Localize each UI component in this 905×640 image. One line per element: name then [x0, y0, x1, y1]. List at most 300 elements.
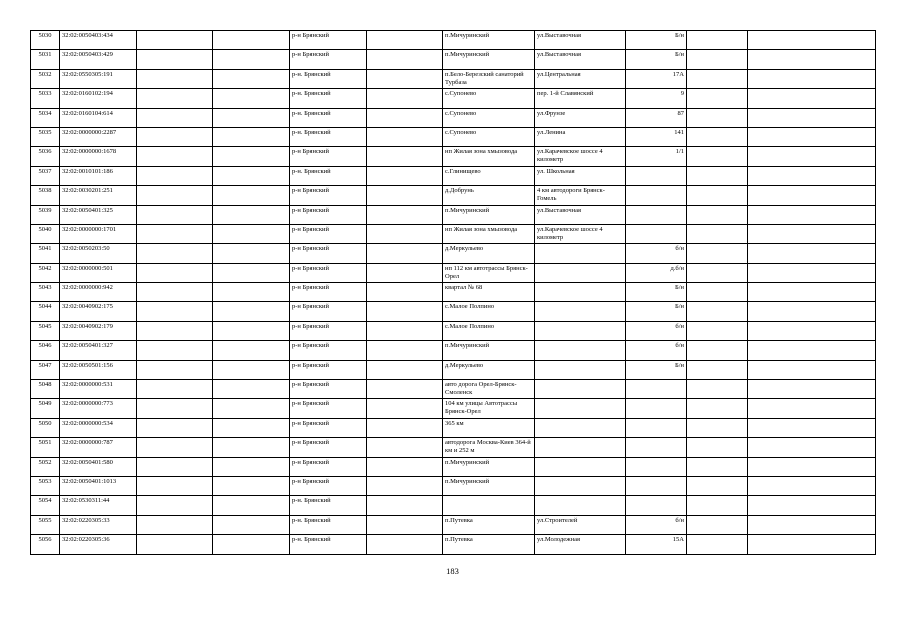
- cell-cell-empty-5: [748, 186, 876, 205]
- cell-cell-empty-1: [137, 50, 213, 69]
- cell-house-number: [626, 438, 687, 457]
- cell-house-number: Б/н: [626, 50, 687, 69]
- cell-district: р-н. Брянский: [290, 89, 367, 108]
- cell-cell-empty-2: [213, 360, 290, 379]
- cell-house-number: 17А: [626, 69, 687, 88]
- cell-district: р-н Брянский: [290, 380, 367, 399]
- cell-locality: д.Добрунь: [443, 186, 535, 205]
- cell-cell-empty-3: [367, 515, 443, 534]
- cell-cell-empty-4: [687, 224, 748, 243]
- cell-cadastral-number: 32:02:0000000:1678: [60, 147, 137, 166]
- cell-cell-empty-1: [137, 31, 213, 50]
- cell-locality: п.Мичуринский: [443, 457, 535, 476]
- cell-locality: квартал № 68: [443, 283, 535, 302]
- cell-cell-empty-5: [748, 147, 876, 166]
- cell-row-number: 5043: [31, 283, 60, 302]
- cell-locality: автодорога Москва-Киев 364-й км и 252 м: [443, 438, 535, 457]
- cell-district: р-н Брянский: [290, 457, 367, 476]
- cell-row-number: 5047: [31, 360, 60, 379]
- cell-cell-empty-5: [748, 127, 876, 146]
- cell-street: ул.Выставочная: [535, 205, 626, 224]
- table-row: [31, 476, 876, 495]
- cell-street: ул.Выставочная: [535, 31, 626, 50]
- cell-locality: с.Малое Полпино: [443, 302, 535, 321]
- cell-cell-empty-1: [137, 186, 213, 205]
- cell-cell-empty-4: [687, 69, 748, 88]
- cell-district: р-н Брянский: [290, 263, 367, 282]
- cell-district: р-н Брянский: [290, 418, 367, 437]
- cell-district: р-н Брянский: [290, 147, 367, 166]
- cell-row-number: 5055: [31, 515, 60, 534]
- cell-cell-empty-2: [213, 321, 290, 340]
- cell-street: ул.Строителей: [535, 515, 626, 534]
- cell-row-number: 5039: [31, 205, 60, 224]
- cell-cell-empty-3: [367, 186, 443, 205]
- cell-row-number: 5030: [31, 31, 60, 50]
- cell-cell-empty-2: [213, 399, 290, 418]
- table-row: [31, 438, 876, 457]
- cell-house-number: 141: [626, 127, 687, 146]
- cell-locality: с.Малое Полпино: [443, 321, 535, 340]
- cell-locality: с.Глинищево: [443, 166, 535, 185]
- cell-street: [535, 263, 626, 282]
- cell-cell-empty-1: [137, 69, 213, 88]
- cell-locality: 365 км: [443, 418, 535, 437]
- cell-cell-empty-3: [367, 69, 443, 88]
- cell-cell-empty-2: [213, 263, 290, 282]
- cell-cell-empty-5: [748, 360, 876, 379]
- cell-locality: 104 км улицы Автотрассы Брянск-Орел: [443, 399, 535, 418]
- cell-locality: п.Мичуринский: [443, 205, 535, 224]
- cell-cell-empty-5: [748, 457, 876, 476]
- table-row: [31, 515, 876, 534]
- cell-cell-empty-3: [367, 302, 443, 321]
- cell-cell-empty-2: [213, 535, 290, 554]
- table-row: [31, 244, 876, 263]
- cell-cell-empty-5: [748, 380, 876, 399]
- cell-locality: д.Меркульево: [443, 360, 535, 379]
- cell-cell-empty-5: [748, 50, 876, 69]
- cell-cadastral-number: 32:02:0050401:1013: [60, 476, 137, 495]
- cell-cell-empty-1: [137, 89, 213, 108]
- cell-cell-empty-4: [687, 476, 748, 495]
- cell-cell-empty-3: [367, 283, 443, 302]
- cell-cadastral-number: 32:02:0530311:44: [60, 496, 137, 515]
- cell-cell-empty-2: [213, 205, 290, 224]
- cell-cell-empty-2: [213, 476, 290, 495]
- cell-locality: с.Супонево: [443, 108, 535, 127]
- cell-cadastral-number: 32:02:0220305:33: [60, 515, 137, 534]
- cell-cadastral-number: 32:02:0010101:186: [60, 166, 137, 185]
- cell-cell-empty-1: [137, 108, 213, 127]
- cell-cell-empty-3: [367, 205, 443, 224]
- cell-cell-empty-2: [213, 244, 290, 263]
- cell-cell-empty-5: [748, 205, 876, 224]
- cell-cell-empty-3: [367, 244, 443, 263]
- cell-cell-empty-1: [137, 147, 213, 166]
- cell-cell-empty-4: [687, 186, 748, 205]
- cell-district: р-н Брянский: [290, 244, 367, 263]
- cell-district: р-н Брянский: [290, 360, 367, 379]
- cell-cell-empty-5: [748, 476, 876, 495]
- cell-locality: п.Мичуринский: [443, 50, 535, 69]
- cell-row-number: 5045: [31, 321, 60, 340]
- cell-cell-empty-3: [367, 321, 443, 340]
- cell-row-number: 5041: [31, 244, 60, 263]
- cell-cadastral-number: 32:02:0550305:191: [60, 69, 137, 88]
- cell-cell-empty-1: [137, 399, 213, 418]
- cell-house-number: Б/н: [626, 360, 687, 379]
- cell-locality: авто дорога Орел-Брянск-Смоленск: [443, 380, 535, 399]
- cell-cell-empty-2: [213, 108, 290, 127]
- cell-cell-empty-2: [213, 341, 290, 360]
- table-row: [31, 399, 876, 418]
- cell-locality: с.Супонево: [443, 89, 535, 108]
- cell-cell-empty-5: [748, 418, 876, 437]
- cell-house-number: 1/1: [626, 147, 687, 166]
- cell-cell-empty-3: [367, 127, 443, 146]
- table-row: [31, 31, 876, 50]
- cell-locality: п.Мичуринский: [443, 476, 535, 495]
- cell-district: р-н Брянский: [290, 224, 367, 243]
- cell-cell-empty-1: [137, 496, 213, 515]
- cell-cell-empty-2: [213, 515, 290, 534]
- table-row: [31, 496, 876, 515]
- cell-cell-empty-4: [687, 457, 748, 476]
- table-row: [31, 108, 876, 127]
- cell-cadastral-number: 32:02:0050401:327: [60, 341, 137, 360]
- cell-locality: с.Супонево: [443, 127, 535, 146]
- cell-cell-empty-4: [687, 515, 748, 534]
- cell-street: [535, 438, 626, 457]
- cell-house-number: [626, 457, 687, 476]
- cell-cell-empty-1: [137, 438, 213, 457]
- cell-district: р-н. Брянский: [290, 535, 367, 554]
- cell-district: р-н Брянский: [290, 205, 367, 224]
- cell-cell-empty-5: [748, 166, 876, 185]
- table-row: [31, 89, 876, 108]
- cell-row-number: 5038: [31, 186, 60, 205]
- cell-cell-empty-4: [687, 50, 748, 69]
- cell-row-number: 5042: [31, 263, 60, 282]
- cell-cadastral-number: 32:02:0160102:194: [60, 89, 137, 108]
- cell-cadastral-number: 32:02:0000000:942: [60, 283, 137, 302]
- cell-row-number: 5033: [31, 89, 60, 108]
- cell-house-number: б/н: [626, 244, 687, 263]
- cell-house-number: [626, 205, 687, 224]
- cell-cell-empty-1: [137, 244, 213, 263]
- cell-cell-empty-3: [367, 457, 443, 476]
- table-row: [31, 302, 876, 321]
- table-row: [31, 69, 876, 88]
- cell-cell-empty-5: [748, 31, 876, 50]
- table-row: [31, 224, 876, 243]
- cell-cell-empty-5: [748, 108, 876, 127]
- cell-cadastral-number: 32:02:0050401:325: [60, 205, 137, 224]
- cell-house-number: Б/н: [626, 31, 687, 50]
- cell-street: 4 км автодороги Брянск-Гомель: [535, 186, 626, 205]
- cell-street: [535, 380, 626, 399]
- cell-district: р-н Брянский: [290, 31, 367, 50]
- cell-cell-empty-4: [687, 147, 748, 166]
- cell-row-number: 5054: [31, 496, 60, 515]
- cell-cell-empty-4: [687, 302, 748, 321]
- cell-house-number: Б/н: [626, 302, 687, 321]
- cell-house-number: [626, 418, 687, 437]
- cell-locality: нп 112 км автотрассы Брянск-Орел: [443, 263, 535, 282]
- cell-cell-empty-5: [748, 341, 876, 360]
- cell-row-number: 5056: [31, 535, 60, 554]
- cell-cell-empty-5: [748, 302, 876, 321]
- cell-cell-empty-2: [213, 496, 290, 515]
- cell-district: р-н. Брянский: [290, 166, 367, 185]
- cell-row-number: 5037: [31, 166, 60, 185]
- cell-street: [535, 341, 626, 360]
- cell-street: [535, 244, 626, 263]
- cell-cell-empty-4: [687, 496, 748, 515]
- cell-cell-empty-5: [748, 244, 876, 263]
- cell-row-number: 5035: [31, 127, 60, 146]
- table-row: [31, 341, 876, 360]
- cell-cell-empty-1: [137, 302, 213, 321]
- cell-district: р-н Брянский: [290, 476, 367, 495]
- cell-cell-empty-2: [213, 283, 290, 302]
- cell-house-number: б/н: [626, 321, 687, 340]
- table-row: [31, 263, 876, 282]
- cell-cadastral-number: 32:02:0050501:156: [60, 360, 137, 379]
- cell-locality: п.Путевка: [443, 535, 535, 554]
- cell-street: ул.Карачевское шоссе 4 километр: [535, 147, 626, 166]
- cell-cell-empty-2: [213, 418, 290, 437]
- cell-district: р-н Брянский: [290, 438, 367, 457]
- cell-cell-empty-2: [213, 224, 290, 243]
- table-row: [31, 380, 876, 399]
- cell-street: ул.Карачевское шоссе 4 километр: [535, 224, 626, 243]
- cell-street: [535, 418, 626, 437]
- table-row: [31, 283, 876, 302]
- cell-street: [535, 302, 626, 321]
- page-number: 183: [446, 566, 459, 576]
- cell-house-number: [626, 380, 687, 399]
- cell-district: р-н Брянский: [290, 50, 367, 69]
- cell-house-number: 87: [626, 108, 687, 127]
- cell-cadastral-number: 32:02:0050403:429: [60, 50, 137, 69]
- cell-cell-empty-1: [137, 205, 213, 224]
- cell-cell-empty-1: [137, 263, 213, 282]
- cell-cell-empty-2: [213, 302, 290, 321]
- cell-house-number: [626, 476, 687, 495]
- cell-cell-empty-4: [687, 535, 748, 554]
- cell-cell-empty-4: [687, 341, 748, 360]
- cell-house-number: [626, 224, 687, 243]
- cell-cell-empty-1: [137, 380, 213, 399]
- cell-cell-empty-2: [213, 438, 290, 457]
- cell-street: [535, 399, 626, 418]
- cell-cell-empty-3: [367, 496, 443, 515]
- cell-cell-empty-2: [213, 50, 290, 69]
- cell-cadastral-number: 32:02:0050403:434: [60, 31, 137, 50]
- table-row: [31, 321, 876, 340]
- table-row: [31, 186, 876, 205]
- cell-cell-empty-3: [367, 418, 443, 437]
- cell-district: р-н. Брянский: [290, 69, 367, 88]
- cell-cadastral-number: 32:02:0000000:501: [60, 263, 137, 282]
- cell-cell-empty-3: [367, 341, 443, 360]
- cell-cell-empty-2: [213, 69, 290, 88]
- cell-cell-empty-4: [687, 244, 748, 263]
- cell-row-number: 5050: [31, 418, 60, 437]
- cell-cadastral-number: 32:02:0050401:580: [60, 457, 137, 476]
- cell-row-number: 5044: [31, 302, 60, 321]
- cell-street: пер. 1-й Славянский: [535, 89, 626, 108]
- cell-cell-empty-1: [137, 224, 213, 243]
- cell-street: [535, 476, 626, 495]
- table-row: [31, 127, 876, 146]
- cell-street: [535, 360, 626, 379]
- cell-district: р-н. Брянский: [290, 127, 367, 146]
- cell-house-number: [626, 399, 687, 418]
- cell-cadastral-number: 32:02:0000000:534: [60, 418, 137, 437]
- cell-cadastral-number: 32:02:0000000:773: [60, 399, 137, 418]
- table-row: [31, 457, 876, 476]
- cell-cell-empty-4: [687, 263, 748, 282]
- cell-street: ул.Ленина: [535, 127, 626, 146]
- cell-street: ул.Центральная: [535, 69, 626, 88]
- cell-cell-empty-5: [748, 515, 876, 534]
- cell-district: р-н Брянский: [290, 283, 367, 302]
- cell-cell-empty-3: [367, 399, 443, 418]
- cell-cell-empty-4: [687, 360, 748, 379]
- cell-cell-empty-4: [687, 418, 748, 437]
- cell-row-number: 5051: [31, 438, 60, 457]
- cell-cell-empty-4: [687, 166, 748, 185]
- cell-house-number: Б/н: [626, 283, 687, 302]
- cell-cell-empty-4: [687, 438, 748, 457]
- table-row: [31, 166, 876, 185]
- cell-cell-empty-2: [213, 147, 290, 166]
- property-register-table: [30, 30, 876, 555]
- cell-cell-empty-1: [137, 418, 213, 437]
- cell-cell-empty-2: [213, 457, 290, 476]
- cell-house-number: б/н: [626, 515, 687, 534]
- cell-cell-empty-5: [748, 535, 876, 554]
- cell-street: ул.Молодежная: [535, 535, 626, 554]
- cell-cell-empty-3: [367, 224, 443, 243]
- cell-cell-empty-5: [748, 69, 876, 88]
- cell-cell-empty-3: [367, 50, 443, 69]
- table-body: [31, 31, 876, 555]
- cell-district: р-н. Брянский: [290, 515, 367, 534]
- cell-locality: п.Бело-Березский санаторий Турбаза: [443, 69, 535, 88]
- cell-cell-empty-3: [367, 535, 443, 554]
- cell-house-number: [626, 186, 687, 205]
- cell-cadastral-number: 32:02:0000000:787: [60, 438, 137, 457]
- cell-cell-empty-5: [748, 283, 876, 302]
- cell-district: р-н Брянский: [290, 186, 367, 205]
- cell-cell-empty-4: [687, 380, 748, 399]
- cell-cell-empty-5: [748, 496, 876, 515]
- cell-district: р-н Брянский: [290, 321, 367, 340]
- table-row: [31, 205, 876, 224]
- cell-cell-empty-4: [687, 399, 748, 418]
- cell-house-number: б/н: [626, 341, 687, 360]
- cell-cell-empty-5: [748, 224, 876, 243]
- cell-cell-empty-3: [367, 166, 443, 185]
- cell-cell-empty-1: [137, 515, 213, 534]
- cell-locality: нп Жилая зона хмызовода: [443, 147, 535, 166]
- cell-row-number: 5032: [31, 69, 60, 88]
- cell-cell-empty-5: [748, 263, 876, 282]
- cell-cell-empty-1: [137, 341, 213, 360]
- cell-cell-empty-1: [137, 476, 213, 495]
- cell-cell-empty-1: [137, 457, 213, 476]
- table-row: [31, 147, 876, 166]
- cell-row-number: 5049: [31, 399, 60, 418]
- cell-locality: п.Мичуринский: [443, 31, 535, 50]
- cell-row-number: 5048: [31, 380, 60, 399]
- cell-cell-empty-5: [748, 321, 876, 340]
- cell-row-number: 5052: [31, 457, 60, 476]
- cell-row-number: 5031: [31, 50, 60, 69]
- cell-cell-empty-3: [367, 108, 443, 127]
- cell-street: [535, 283, 626, 302]
- cell-district: р-н Брянский: [290, 341, 367, 360]
- cell-locality: д.Меркульево: [443, 244, 535, 263]
- cell-cell-empty-1: [137, 321, 213, 340]
- cell-cell-empty-2: [213, 89, 290, 108]
- cell-row-number: 5036: [31, 147, 60, 166]
- cell-cell-empty-3: [367, 89, 443, 108]
- cell-house-number: 9: [626, 89, 687, 108]
- cell-cell-empty-4: [687, 108, 748, 127]
- cell-cadastral-number: 32:02:0160104:614: [60, 108, 137, 127]
- cell-cell-empty-2: [213, 166, 290, 185]
- cell-district: р-н Брянский: [290, 302, 367, 321]
- cell-cell-empty-4: [687, 127, 748, 146]
- cell-cell-empty-3: [367, 360, 443, 379]
- cell-cell-empty-1: [137, 166, 213, 185]
- cell-cell-empty-3: [367, 438, 443, 457]
- cell-locality: нп Жилая зона хмызовода: [443, 224, 535, 243]
- cell-cell-empty-5: [748, 89, 876, 108]
- cell-cell-empty-3: [367, 31, 443, 50]
- cell-cadastral-number: 32:02:0000000:531: [60, 380, 137, 399]
- cell-cell-empty-1: [137, 283, 213, 302]
- cell-district: р-н. Брянский: [290, 496, 367, 515]
- cell-house-number: д.б/н: [626, 263, 687, 282]
- table-row: [31, 535, 876, 554]
- cell-house-number: [626, 166, 687, 185]
- cell-cadastral-number: 32:02:0050203:50: [60, 244, 137, 263]
- cell-district: р-н. Брянский: [290, 108, 367, 127]
- cell-house-number: 15А: [626, 535, 687, 554]
- cell-cadastral-number: 32:02:0220305:36: [60, 535, 137, 554]
- cell-district: р-н Брянский: [290, 399, 367, 418]
- cell-cell-empty-1: [137, 127, 213, 146]
- cell-cadastral-number: 32:02:0030201:251: [60, 186, 137, 205]
- cell-cadastral-number: 32:02:0000000:2287: [60, 127, 137, 146]
- cell-row-number: 5046: [31, 341, 60, 360]
- cell-cell-empty-1: [137, 360, 213, 379]
- cell-row-number: 5040: [31, 224, 60, 243]
- cell-cell-empty-5: [748, 438, 876, 457]
- cell-cadastral-number: 32:02:0000000:1701: [60, 224, 137, 243]
- cell-street: ул.Выставочная: [535, 50, 626, 69]
- cell-cell-empty-2: [213, 380, 290, 399]
- cell-cell-empty-3: [367, 147, 443, 166]
- cell-row-number: 5034: [31, 108, 60, 127]
- cell-street: [535, 457, 626, 476]
